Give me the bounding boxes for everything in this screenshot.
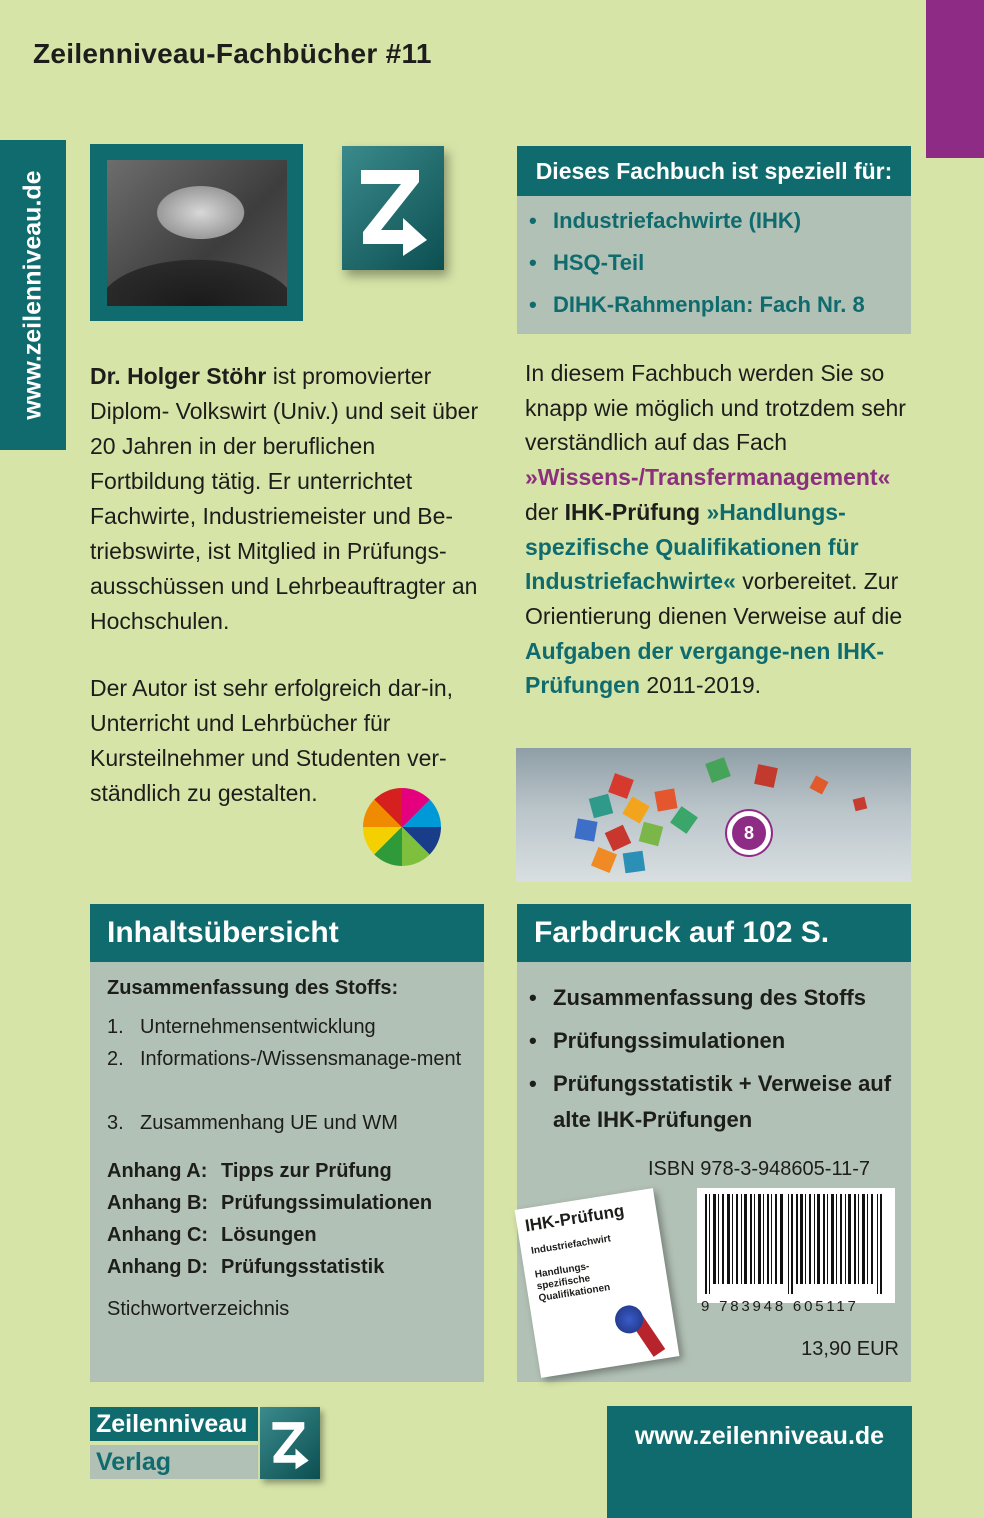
appendix-label: Anhang D: [107, 1256, 209, 1278]
desc-text: 2011-2019. [640, 672, 762, 699]
author-bio-2: Der Autor ist sehr erfolgreich dar-in, Unterricht und Lehrbücher für Kursteilnehmer und Studenten ver-ständlich zu gestalten. [90, 675, 454, 806]
cover-illustration [516, 748, 911, 882]
appendix-label: Anhang C: [107, 1224, 209, 1246]
appendix-label: Anhang A: [107, 1160, 208, 1182]
series-title: Zeilenniveau-Fachbücher #11 [33, 38, 432, 69]
publisher-name: Zeilenniveau [90, 1407, 258, 1441]
print-info-heading: Farbdruck auf 102 S. [517, 904, 911, 962]
qualification-name: »Handlungs-spezifische Qualifikationen für Industriefachwirte« [525, 498, 859, 595]
barcode [697, 1188, 895, 1303]
print-feature-item: • Prüfungssimulationen [517, 1023, 897, 1059]
chapter-title: Unternehmensentwicklung [140, 1016, 376, 1038]
mini-book-title: IHK-Prüfung [523, 1200, 626, 1236]
barcode-number: 9 783948 605117 [701, 1298, 859, 1315]
price: 13,90 EUR [801, 1338, 899, 1360]
container-block [654, 788, 677, 811]
desc-text: der [525, 498, 565, 525]
side-url-banner [0, 140, 66, 450]
audience-item: • Industriefachwirte (IHK) [517, 200, 911, 242]
publisher-logo-block [90, 1407, 320, 1479]
mini-book-topic: Handlungs-spezifische Qualifikationen [534, 1261, 611, 1305]
chapter-number: 1. [107, 1016, 124, 1038]
container-block [605, 825, 632, 852]
toc-index-entry: Stichwortverzeichnis [107, 1298, 290, 1320]
book-description [525, 356, 915, 703]
container-block [810, 776, 829, 795]
appendix-title: Prüfungsstatistik [221, 1256, 385, 1278]
publisher-logo-mark [260, 1407, 320, 1479]
container-block [639, 822, 663, 846]
author-name: Dr. Holger Stöhr [90, 363, 267, 389]
container-block [705, 757, 731, 783]
container-block [622, 796, 649, 823]
author-bio [90, 359, 490, 639]
toc-panel [90, 962, 484, 1382]
container-block [853, 797, 868, 812]
past-exams-ref: Aufgaben der vergange-nen IHK-Prüfungen [525, 637, 885, 699]
color-wheel-icon [363, 788, 441, 866]
chapter-title: Informations-/Wissensmanage-ment [140, 1048, 462, 1070]
publisher-logo [342, 146, 444, 270]
desc-text: In diesem Fachbuch werden Sie so knapp wie möglich und trotzdem sehr verständlich auf das Fach [525, 360, 906, 456]
isbn: ISBN 978-3-948605-11-7 [648, 1158, 870, 1180]
audience-list [517, 196, 911, 326]
author-photo [107, 160, 287, 306]
print-feature-list [517, 980, 897, 1145]
mini-book-subtitle: Industriefachwirt [530, 1233, 612, 1257]
print-feature-item: • Zusammenfassung des Stoffs [517, 980, 897, 1016]
z-arrow-icon [353, 160, 433, 256]
corner-tab [926, 0, 984, 158]
side-url[interactable]: www.zeilenniveau.de [18, 170, 47, 420]
rahmenplan-badge: 8 [727, 811, 771, 855]
chapter-title: Zusammenhang UE und WM [140, 1112, 398, 1134]
container-block [589, 794, 613, 818]
container-block [623, 851, 646, 874]
author-bio-text: ist promovierter Diplom- Volkswirt (Univ.) und seit über 20 Jahren in der beruflichen Fortbildung tätig. Er unterrichtet Fachwirte, Industriemeister und Be-triebswirte, ist Mitglied in Prüfungs-ausschüssen und Lehrbeauftragter an Hochschulen. [90, 363, 479, 634]
chapter-number: 2. [107, 1048, 124, 1070]
print-feature-item: • Prüfungsstatistik + Verweise auf alte IHK-Prüfungen [517, 1066, 897, 1138]
audience-item: • HSQ-Teil [517, 242, 911, 284]
container-block [608, 773, 634, 799]
exam-name: IHK-Prüfung [564, 498, 701, 525]
container-block [670, 806, 698, 834]
footer-url-banner [607, 1406, 912, 1518]
appendix-title: Prüfungssimulationen [221, 1192, 433, 1214]
publisher-type: Verlag [90, 1445, 258, 1479]
appendix-title: Lösungen [221, 1224, 317, 1246]
subject-name: »Wissens-/Transfermanagement« [525, 464, 891, 491]
toc-heading: Inhaltsübersicht [90, 904, 484, 962]
audience-panel [517, 196, 911, 334]
desc-text: vorbereitet. Zur Orientierung dienen Verweise auf die [525, 568, 903, 629]
toc-summary-label: Zusammenfassung des Stoffs: [107, 977, 399, 999]
appendix-title: Tipps zur Prüfung [221, 1160, 392, 1182]
audience-item: • DIHK-Rahmenplan: Fach Nr. 8 [517, 284, 911, 326]
container-block [574, 818, 597, 841]
audience-heading: Dieses Fachbuch ist speziell für: [517, 146, 911, 196]
appendix-label: Anhang B: [107, 1192, 209, 1214]
container-block [754, 764, 778, 788]
z-arrow-icon [268, 1415, 312, 1471]
book-cover-thumbnail [515, 1188, 680, 1378]
chapter-number: 3. [107, 1112, 124, 1134]
author-photo-frame [90, 144, 303, 321]
footer-url[interactable]: www.zeilenniveau.de [634, 1422, 885, 1450]
